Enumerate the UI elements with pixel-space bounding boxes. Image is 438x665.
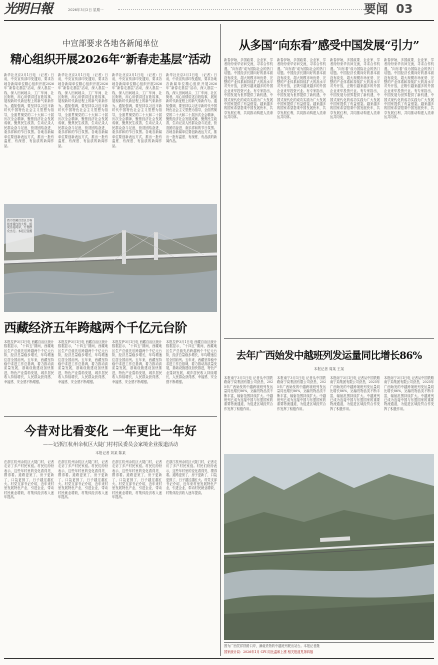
photo-b-caption: 图为广西凭祥铁路口岸，满载货物的中越班列驶出站台。本报记者摄 <box>224 644 320 648</box>
article-a-body-col3: 新华社北京3月1日电 （记者）日前，中央宣传部印发通知，要求各地各新闻单位精心组织开展2026年“新春走基层”活动，深入基层一线，深入田间地头、工厂车间、社区街巷，用心用情讲述百姓故事，展现新时代新征程上的新气象新作为。通知强调，要坚持以习近平新时代中国特色社会主义思想为指导，全面贯彻党的二十大和二十届历次全会精神，聚焦经济社会发展成就，聚焦民生改善，生动记录人民群众奋斗足迹，营造团结奋进、欢乐祥和的节日氛围。各地各新闻单位要创新表达方式，推出一批有温度、有深度、有品质的新闻作品。 <box>112 73 162 148</box>
article-d-body-col4: 新春伊始，多国政要、企业家、学者纷纷来华访问交流，寻求合作机遇。“向东看”成为国际社会的热门话题。中国经济长期向好的基本面没有改变，超大规模市场优势、完整的产业体系和持续扩大的高水平对外开放，正吸引越来越多的外国企业来华投资兴业。有专家指出，中国发展为世界提供了新机遇，中国式现代化的成功实践为广大发展中国家提供了有益借鉴。越来越多的国家希望搭乘中国发展快车，共享发展红利，共同推动构建人类命运共同体。 <box>384 58 434 120</box>
article-d-body: 新春伊始，多国政要、企业家、学者纷纷来华访问交流，寻求合作机遇。“向东看”成为国际社会的热门话题。中国经济长期向好的基本面没有改变，超大规模市场优势、完整的产业体系和持续扩大的高水平对外开放，正吸引越来越多的外国企业来华投资兴业。有专家指出，中国发展为世界提供了新机遇，中国式现代化的成功实践为广大发展中国家提供了有益借鉴。越来越多的国家希望搭乘中国发展快车，共享发展红利，共同推动构建人类命运共同体。 <box>224 58 273 120</box>
newspaper-logo: 光明日報 <box>4 2 53 17</box>
article-c-body-col2: 在浙江杭州余杭区大陡门村，记者走访了多户村民家庭。村民们纷纷表示，这些年村里的变化看得见、摸得着。道路更宽了，房子更新了，口袋更鼓了，日子越过越红火。村党支部书记介绍，近年来村里发展特色产业，引进企业，带动村民就业增收，村集体经济收入逐年提高。 <box>58 460 108 500</box>
right-divider-1 <box>224 338 434 339</box>
bridge-photo-caption: 图为西藏自治区日喀则市境内的大桥，桥梁连接两岸，方便群众出行。本报记者摄 <box>7 219 33 233</box>
article-a <box>4 24 217 204</box>
article-a-body: 新华社北京3月1日电 （记者）日前，中央宣传部印发通知，要求各地各新闻单位精心组织开展2026年“新春走基层”活动，深入基层一线，深入田间地头、工厂车间、社区街巷，用心用情讲述百姓故事，展现新时代新征程上的新气象新作为。通知强调，要坚持以习近平新时代中国特色社会主义思想为指导，全面贯彻党的二十大和二十届历次全会精神，聚焦经济社会发展成就，聚焦民生改善，生动记录人民群众奋斗足迹，营造团结奋进、欢乐祥和的节日氛围。各地各新闻单位要创新表达方式，推出一批有温度、有深度、有品质的新闻作品。 <box>4 73 54 148</box>
masthead-rule <box>4 20 434 21</box>
article-b-headline: 西藏经济五年跨越两个千亿元台阶 <box>4 320 188 335</box>
article-c-headline: 今昔对比看变化 一年更比一年好 <box>24 424 197 438</box>
bridge-photo <box>4 204 217 312</box>
masthead <box>0 0 438 20</box>
article-e-body-col3: 本报南宁3月1日电 记者从中国铁路南宁局集团有限公司获悉，2025年广西始发的中越跨境班列发运量同比增长86%，运输货物品类不断丰富，辐射范围持续扩大。中越班列已成为连接中国与东盟国家的重要物流通道，为促进区域经贸合作发挥了积极作用。 <box>330 376 380 411</box>
article-d <box>224 24 434 336</box>
article-e-headline: 去年广西始发中越班列发运量同比增长86% <box>236 351 422 362</box>
article-d-body-col2: 新春伊始，多国政要、企业家、学者纷纷来华访问交流，寻求合作机遇。“向东看”成为国际社会的热门话题。中国经济长期向好的基本面没有改变，超大规模市场优势、完整的产业体系和持续扩大的高水平对外开放，正吸引越来越多的外国企业来华投资兴业。有专家指出，中国发展为世界提供了新机遇，中国式现代化的成功实践为广大发展中国家提供了有益借鉴。越来越多的国家希望搭乘中国发展快车，共享发展红利，共同推动构建人类命运共同体。 <box>277 58 326 120</box>
page-bottom-rule <box>4 658 434 659</box>
article-c-subheadline: ——记浙江杭州余杭区大陡门村村民委员会家境企业报道活动 <box>42 442 178 448</box>
article-a-headline: 精心组织开展2026年“新春走基层”活动 <box>10 52 211 66</box>
article-b <box>4 316 217 416</box>
article-e-body: 本报南宁3月1日电 记者从中国铁路南宁局集团有限公司获悉，2025年广西始发的中越跨境班列发运量同比增长86%，运输货物品类不断丰富，辐射范围持续扩大。中越班列已成为连接中国与东盟国家的重要物流通道，为促进区域经贸合作发挥了积极作用。 <box>224 376 273 411</box>
article-c <box>4 420 217 656</box>
article-b-body: 本报拉萨3月1日电 西藏自治区统计数据显示，“十四五”期间，西藏地区生产总值先后跨越两个千亿元台阶，经济总量稳步增长，年均增速位居全国前列。五年来，西藏坚持稳中求进工作总基调，着力推动高质量发展，基础设施建设加快推进，特色产业蓬勃发展，城乡居民收入持续增长，人民群众获得感、幸福感、安全感不断增强。 <box>4 340 54 384</box>
article-c-body-col3: 在浙江杭州余杭区大陡门村，记者走访了多户村民家庭。村民们纷纷表示，这些年村里的变化看得见、摸得着。道路更宽了，房子更新了，口袋更鼓了，日子越过越红火。村党支部书记介绍，近年来村里发展特色产业，引进企业，带动村民就业增收，村集体经济收入逐年提高。 <box>112 460 162 500</box>
center-divider <box>220 24 221 656</box>
article-b-body-col4: 本报拉萨3月1日电 西藏自治区统计数据显示，“十四五”期间，西藏地区生产总值先后跨越两个千亿元台阶，经济总量稳步增长，年均增速位居全国前列。五年来，西藏坚持稳中求进工作总基调，着力推动高质量发展，基础设施建设加快推进，特色产业蓬勃发展，城乡居民收入持续增长，人民群众获得感、幸福感、安全感不断增强。 <box>166 340 217 384</box>
footer-note: 国家统计局：2026年1月 CPI 同比温和上涨 相关报道见第四版 <box>224 650 314 654</box>
article-e-body-col4: 本报南宁3月1日电 记者从中国铁路南宁局集团有限公司获悉，2025年广西始发的中越跨境班列发运量同比增长86%，运输货物品类不断丰富，辐射范围持续扩大。中越班列已成为连接中国与东盟国家的重要物流通道，为促进区域经贸合作发挥了积极作用。 <box>384 376 434 411</box>
article-d-body-col3: 新春伊始，多国政要、企业家、学者纷纷来华访问交流，寻求合作机遇。“向东看”成为国际社会的热门话题。中国经济长期向好的基本面没有改变，超大规模市场优势、完整的产业体系和持续扩大的高水平对外开放，正吸引越来越多的外国企业来华投资兴业。有专家指出，中国发展为世界提供了新机遇，中国式现代化的成功实践为广大发展中国家提供了有益借鉴。越来越多的国家希望搭乘中国发展快车，共享发展红利，共同推动构建人类命运共同体。 <box>330 58 380 120</box>
page-number: 03 <box>396 2 413 16</box>
article-a-body-col2: 新华社北京3月1日电 （记者）日前，中央宣传部印发通知，要求各地各新闻单位精心组织开展2026年“新春走基层”活动，深入基层一线，深入田间地头、工厂车间、社区街巷，用心用情讲述百姓故事，展现新时代新征程上的新气象新作为。通知强调，要坚持以习近平新时代中国特色社会主义思想为指导，全面贯彻党的二十大和二十届历次全会精神，聚焦经济社会发展成就，聚焦民生改善，生动记录人民群众奋斗足迹，营造团结奋进、欢乐祥和的节日氛围。各地各新闻单位要创新表达方式，推出一批有温度、有深度、有品质的新闻作品。 <box>58 73 108 148</box>
article-a-kicker: 中宣部要求各地各新闻单位 <box>62 39 159 48</box>
article-c-body-col4: 在浙江杭州余杭区大陡门村，记者走访了多户村民家庭。村民们纷纷表示，这些年村里的变化看得见、摸得着。道路更宽了，房子更新了，口袋更鼓了，日子越过越红火。村党支部书记介绍，近年来村里发展特色产业，引进企业，带动村民就业增收，村集体经济收入逐年提高。 <box>166 460 217 495</box>
article-e-byline: 本报记者 周某 王某 <box>313 367 345 371</box>
article-c-body: 在浙江杭州余杭区大陡门村，记者走访了多户村民家庭。村民们纷纷表示，这些年村里的变化看得见、摸得着。道路更宽了，房子更新了，口袋更鼓了，日子越过越红火。村党支部书记介绍，近年来村里发展特色产业，引进企业，带动村民就业增收，村集体经济收入逐年提高。 <box>4 460 54 500</box>
article-e-body-col2: 本报南宁3月1日电 记者从中国铁路南宁局集团有限公司获悉，2025年广西始发的中越跨境班列发运量同比增长86%，运输货物品类不断丰富，辐射范围持续扩大。中越班列已成为连接中国与东盟国家的重要物流通道，为促进区域经贸合作发挥了积极作用。 <box>277 376 326 411</box>
article-c-byline: 本报记者 刘某 陈某 <box>95 451 126 455</box>
header-dots <box>118 9 368 11</box>
section-label: 要闻 <box>364 2 389 16</box>
left-divider-1 <box>4 416 217 417</box>
bridge-photo-caption-box <box>6 218 34 252</box>
issue-info: 2026年3月2日 星期一 <box>68 8 104 12</box>
article-b-body-col3: 本报拉萨3月1日电 西藏自治区统计数据显示，“十四五”期间，西藏地区生产总值先后跨越两个千亿元台阶，经济总量稳步增长，年均增速位居全国前列。五年来，西藏坚持稳中求进工作总基调，着力推动高质量发展，基础设施建设加快推进，特色产业蓬勃发展，城乡居民收入持续增长，人民群众获得感、幸福感、安全感不断增强。 <box>112 340 162 384</box>
article-e <box>224 342 434 452</box>
article-a-body-col4: 新华社北京3月1日电 （记者）日前，中央宣传部印发通知，要求各地各新闻单位精心组织开展2026年“新春走基层”活动，深入基层一线，深入田间地头、工厂车间、社区街巷，用心用情讲述百姓故事，展现新时代新征程上的新气象新作为。通知强调，要坚持以习近平新时代中国特色社会主义思想为指导，全面贯彻党的二十大和二十届历次全会精神，聚焦经济社会发展成就，聚焦民生改善，生动记录人民群众奋斗足迹，营造团结奋进、欢乐祥和的节日氛围。各地各新闻单位要创新表达方式，推出一批有温度、有深度、有品质的新闻作品。 <box>166 73 217 144</box>
railway-photo <box>224 454 434 640</box>
footer-rule <box>224 642 434 643</box>
article-b-body-col2: 本报拉萨3月1日电 西藏自治区统计数据显示，“十四五”期间，西藏地区生产总值先后跨越两个千亿元台阶，经济总量稳步增长，年均增速位居全国前列。五年来，西藏坚持稳中求进工作总基调，着力推动高质量发展，基础设施建设加快推进，特色产业蓬勃发展，城乡居民收入持续增长，人民群众获得感、幸福感、安全感不断增强。 <box>58 340 108 384</box>
article-d-headline: 从多国“向东看”感受中国发展“引力” <box>238 38 420 52</box>
